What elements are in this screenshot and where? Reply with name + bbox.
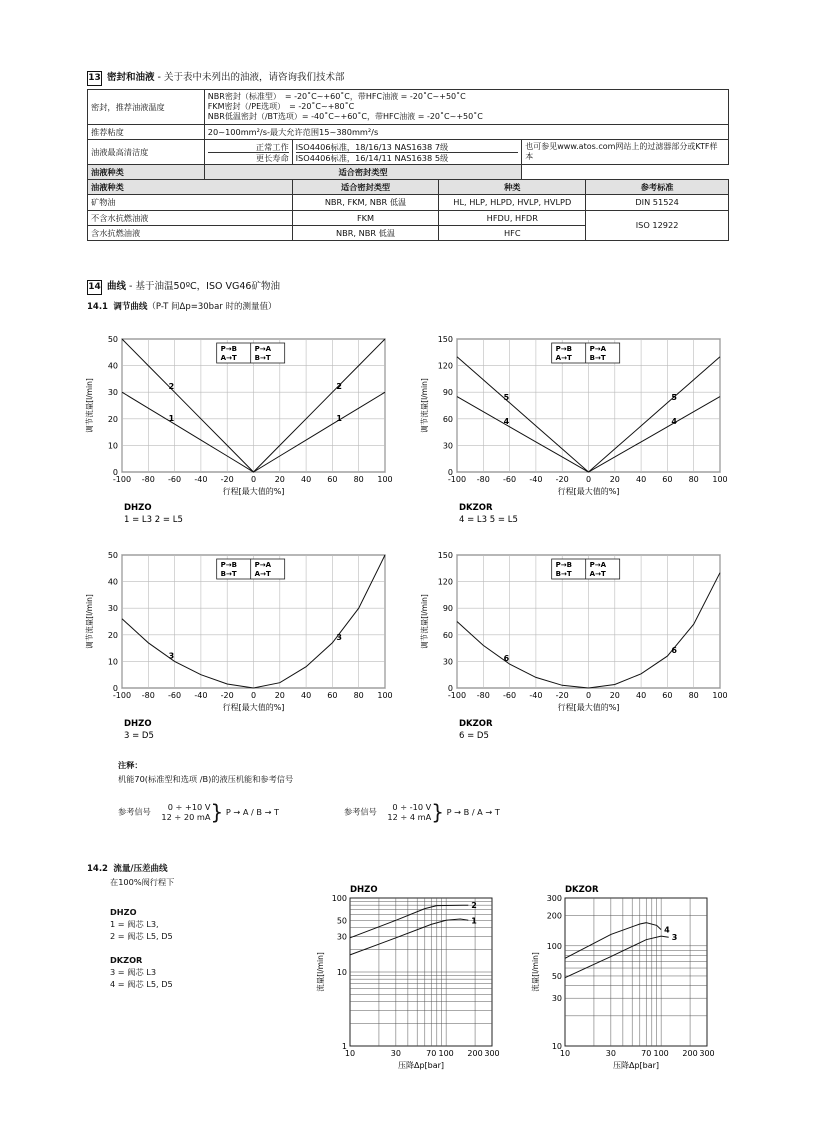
series-label: 6	[503, 654, 510, 664]
y-tick-label: 0	[447, 468, 453, 477]
y-tick-label: 60	[442, 414, 453, 424]
subsection-number: 14.2	[87, 864, 108, 874]
notes-line: 机能70(标准型和选项 /B)的液压机能和参考信号	[118, 774, 294, 784]
series-label: 1	[471, 916, 477, 926]
legend-entry: B→T	[254, 354, 271, 362]
y-tick-label: 100	[546, 941, 562, 951]
legend-entry: P→A	[254, 345, 272, 353]
x-tick-label: -20	[555, 691, 569, 700]
x-tick-label: 10	[559, 1049, 571, 1058]
y-tick-label: 30	[442, 657, 453, 667]
x-tick-label: 100	[438, 1049, 454, 1058]
legend-entry: P→B	[555, 561, 573, 569]
x-tick-label: -80	[476, 691, 490, 700]
series-label: 4	[664, 925, 670, 935]
seal-line: FKM密封（/PE选项） = -20˚C~+80˚C	[207, 102, 355, 111]
x-tick-label: -20	[220, 691, 234, 700]
x-tick-label: -40	[529, 691, 543, 700]
cleanliness-values	[292, 140, 522, 165]
x-tick-label: 100	[712, 475, 728, 484]
x-tick-label: 30	[390, 1049, 401, 1058]
x-tick-label: -60	[503, 691, 517, 700]
section-subtitle: - 基于油温50ºC，ISO VG46矿物油	[126, 281, 280, 292]
x-tick-label: -20	[220, 475, 234, 484]
y-tick-label: 40	[107, 577, 118, 587]
x-tick-label: 80	[353, 691, 364, 700]
y-tick-label: 30	[336, 932, 347, 942]
legend-entry: P→A	[254, 561, 272, 569]
chart-caption: DHZO	[124, 503, 152, 513]
x-tick-label: 70	[641, 1049, 652, 1058]
x-tick-label: 40	[636, 475, 647, 484]
ref-signal-2	[344, 800, 500, 824]
series-label: 1	[336, 414, 342, 424]
table-cell: 矿物油	[88, 195, 293, 210]
subsection-title: 流量/压差曲线	[113, 864, 168, 874]
table-row	[88, 210, 729, 225]
plot-frame	[565, 898, 707, 1046]
ref-signal-bottom: 12 ÷ 20 mA	[161, 812, 211, 822]
subsection-14-2-sub: 在100%阀行程下	[110, 877, 175, 887]
y-tick-label: 200	[546, 911, 562, 921]
column-header: 油液种类	[88, 165, 205, 180]
x-tick-label: -40	[529, 475, 543, 484]
brace-icon: }	[210, 800, 224, 824]
legend-item: 2 = 阀芯 L5, D5	[110, 931, 173, 941]
table-cell: HL, HLP, HLPD, HVLP, HVLPD	[439, 195, 586, 210]
x-tick-label: 20	[274, 691, 285, 700]
legend-entry: P→B	[220, 561, 238, 569]
y-tick-label: 50	[551, 971, 562, 981]
subsection-14-2-heading	[87, 862, 168, 874]
y-tick-label: 10	[107, 441, 118, 451]
series-line	[565, 923, 661, 959]
x-tick-label: 60	[327, 691, 338, 700]
y-axis-label: 流量[l/min]	[531, 952, 540, 992]
x-tick-label: 40	[301, 475, 312, 484]
y-tick-label: 100	[331, 894, 347, 903]
x-tick-label: 100	[712, 691, 728, 700]
x-tick-label: 80	[353, 475, 364, 484]
column-header: 种类	[439, 180, 586, 195]
column-header: 油液种类	[88, 180, 293, 195]
x-axis-label: 行程[最大值的%]	[222, 703, 285, 712]
x-tick-label: -80	[141, 475, 155, 484]
chart-caption: DHZO	[124, 719, 152, 729]
series-label: 2	[471, 901, 477, 911]
cleanliness-sublabels	[204, 140, 292, 165]
ref-signal-top: 0 ÷ +10 V	[167, 802, 211, 812]
x-tick-label: -100	[447, 691, 467, 700]
table-row	[88, 195, 729, 210]
y-tick-label: 40	[107, 361, 118, 371]
y-tick-label: 30	[107, 604, 118, 614]
y-tick-label: 10	[336, 968, 347, 977]
seal-line: NBR密封（标准型） = -20˚C~+60˚C，带HFC油液 = -20˚C~+50˚C	[207, 92, 466, 101]
legend-entry: B→T	[589, 354, 606, 362]
table-cell: FKM	[292, 210, 439, 225]
brace-icon: }	[431, 800, 444, 824]
table-header-row	[88, 165, 729, 180]
legend-item: 3 = 阀芯 L3	[110, 967, 157, 977]
x-tick-label: 100	[653, 1049, 669, 1058]
table-row	[88, 125, 729, 140]
y-axis-label: 调节流量[l/min]	[85, 594, 94, 649]
y-tick-label: 0	[447, 684, 453, 693]
table-header-row	[88, 180, 729, 195]
chart-dhzo-linear	[80, 325, 410, 530]
chart-dkzor-progressive	[415, 541, 745, 746]
legend-entry: B→T	[555, 570, 572, 578]
subsection-14-1-heading	[87, 300, 276, 312]
y-tick-label: 150	[437, 335, 453, 344]
series-line	[565, 936, 669, 978]
x-tick-label: -100	[447, 475, 467, 484]
y-tick-label: 60	[442, 630, 453, 640]
y-tick-label: 50	[107, 335, 118, 344]
x-tick-label: 100	[377, 475, 393, 484]
x-tick-label: -60	[168, 475, 182, 484]
cleanliness-note: 也可参见www.atos.com网站上的过滤器部分或KTF样本	[522, 140, 729, 165]
table-row	[88, 90, 729, 125]
y-axis-label: 调节流量[l/min]	[420, 594, 429, 649]
x-tick-label: 0	[585, 691, 592, 700]
series-label: 2	[168, 382, 175, 392]
x-tick-label: -40	[194, 691, 208, 700]
y-tick-label: 0	[112, 684, 118, 693]
table-cell: HFDU, HFDR	[439, 210, 586, 225]
series-label: 5	[503, 392, 510, 402]
subsection-subtitle: （P-T 间Δp=30bar 时的测量值）	[147, 302, 277, 312]
ref-signal-label: 参考信号	[344, 806, 377, 817]
ref-signal-result: P → B / A → T	[446, 807, 500, 817]
y-tick-label: 90	[442, 604, 453, 614]
chart-caption-legend: 1 = L3 2 = L5	[124, 515, 183, 525]
ref-signal-result: P → A / B → T	[225, 807, 280, 817]
x-tick-label: 10	[344, 1049, 356, 1058]
y-axis-label: 流量[l/min]	[316, 952, 325, 992]
fluids-types-table	[87, 179, 729, 241]
x-tick-label: -80	[141, 691, 155, 700]
y-axis-label: 调节流量[l/min]	[420, 378, 429, 433]
ref-signal-bottom: 12 ÷ 4 mA	[387, 812, 432, 822]
column-header: 参考标准	[586, 180, 729, 195]
x-tick-label: 70	[426, 1049, 437, 1058]
section-title: 曲线	[107, 281, 127, 292]
y-tick-label: 10	[551, 1042, 562, 1051]
x-tick-label: 20	[609, 691, 620, 700]
x-tick-label: 60	[327, 475, 338, 484]
y-tick-label: 150	[437, 551, 453, 560]
x-axis-label: 行程[最大值的%]	[557, 487, 620, 496]
series-label: 3	[671, 933, 678, 943]
legend-entry: P→A	[589, 345, 607, 353]
seal-values	[204, 90, 728, 125]
chart-dkzor-flow	[520, 878, 735, 1078]
viscosity-label: 推荐粘度	[88, 125, 205, 140]
normal-label: 正常工作	[208, 142, 289, 153]
x-axis-label: 压降Δp[bar]	[397, 1061, 445, 1070]
chart-caption: DKZOR	[459, 719, 493, 729]
chart-dhzo-flow	[305, 878, 520, 1078]
series-label: 1	[168, 414, 175, 424]
legend-entry: P→B	[555, 345, 573, 353]
x-tick-label: 100	[377, 691, 393, 700]
section-13-heading	[87, 69, 344, 86]
legend-entry: P→B	[220, 345, 238, 353]
chart-dkzor-linear	[415, 325, 745, 530]
series-label: 6	[671, 646, 677, 656]
legend-item: 4 = 阀芯 L5, D5	[110, 979, 173, 989]
table-cell: 含水抗燃油液	[88, 225, 293, 240]
x-tick-label: 0	[585, 475, 592, 484]
y-tick-label: 300	[546, 894, 562, 903]
legend-entry: B→T	[220, 570, 237, 578]
legend-entry: A→T	[254, 570, 271, 578]
series-label: 4	[503, 416, 510, 426]
section-title: 密封和油液	[107, 72, 155, 83]
notes-title: 注释：	[118, 760, 143, 770]
series-label: 2	[336, 382, 342, 392]
viscosity-value: 20~100mm²/s-最大允许范围15~380mm²/s	[204, 125, 728, 140]
subsection-title: 调节曲线	[113, 302, 148, 312]
chart-dhzo-progressive	[80, 541, 410, 746]
x-tick-label: -100	[112, 691, 132, 700]
x-tick-label: -100	[112, 475, 132, 484]
y-tick-label: 120	[437, 361, 453, 371]
life-value: ISO4406标准，16/14/11 NAS1638 5级	[295, 152, 449, 163]
series-label: 4	[671, 416, 677, 426]
table-cell: 不含水抗燃油液	[88, 210, 293, 225]
y-tick-label: 20	[107, 414, 118, 424]
ref-signal-top: 0 ÷ -10 V	[392, 802, 432, 812]
table-cell: ISO 12922	[586, 210, 729, 241]
x-tick-label: 40	[636, 691, 647, 700]
x-tick-label: -60	[168, 691, 182, 700]
x-tick-label: 60	[662, 475, 673, 484]
legend-entry: A→T	[220, 354, 237, 362]
x-tick-label: 60	[662, 691, 673, 700]
x-tick-label: -40	[194, 475, 208, 484]
legend-title: DKZOR	[110, 955, 143, 965]
y-tick-label: 20	[107, 630, 118, 640]
x-axis-label: 行程[最大值的%]	[222, 487, 285, 496]
series-label: 3	[336, 632, 342, 642]
series-label: 3	[168, 651, 175, 661]
y-tick-label: 50	[336, 916, 347, 926]
x-axis-label: 压降Δp[bar]	[612, 1061, 660, 1070]
column-header: 适合密封类型	[292, 180, 439, 195]
y-tick-label: 10	[107, 657, 118, 667]
y-tick-label: 90	[442, 388, 453, 398]
x-tick-label: 40	[301, 691, 312, 700]
chart-caption-legend: 3 = D5	[124, 731, 154, 741]
y-tick-label: 120	[437, 577, 453, 587]
x-tick-label: 30	[605, 1049, 616, 1058]
x-axis-label: 行程[最大值的%]	[557, 703, 620, 712]
y-tick-label: 30	[107, 388, 118, 398]
cleanliness-label: 油液最高清洁度	[88, 140, 205, 165]
table-cell: NBR, NBR 低温	[292, 225, 439, 240]
x-tick-label: 80	[688, 691, 699, 700]
chart-caption-legend: 4 = L3 5 = L5	[459, 515, 518, 525]
flow-legend	[110, 906, 173, 990]
table-cell: HFC	[439, 225, 586, 240]
table-cell: DIN 51524	[586, 195, 729, 210]
x-tick-label: 0	[250, 691, 257, 700]
section-number: 13	[87, 71, 102, 86]
section-subtitle: - 关于表中未列出的油液，请咨询我们技术部	[154, 72, 345, 83]
legend-entry: P→A	[589, 561, 607, 569]
chart-caption-legend: 6 = D5	[459, 731, 489, 741]
table-cell: NBR, FKM, NBR 低温	[292, 195, 439, 210]
x-tick-label: 200	[682, 1049, 698, 1058]
normal-value: ISO4406标准，18/16/13 NAS1638 7级	[296, 142, 519, 153]
chart-title: DHZO	[350, 885, 378, 895]
x-tick-label: 20	[274, 475, 285, 484]
y-tick-label: 0	[112, 468, 118, 477]
seal-line: NBR低温密封（/BT选项）= -40˚C~+60˚C，带HFC油液 = -20˚C~+50˚C	[207, 112, 483, 121]
x-tick-label: -60	[503, 475, 517, 484]
subsection-number: 14.1	[87, 302, 108, 312]
section-14-heading	[87, 278, 280, 295]
chart-title: DKZOR	[565, 885, 599, 895]
legend-entry: A→T	[555, 354, 572, 362]
y-axis-label: 调节流量[l/min]	[85, 378, 94, 433]
x-tick-label: 300	[484, 1049, 500, 1058]
chart-caption: DKZOR	[459, 503, 493, 513]
column-header: 适合密封类型	[204, 165, 521, 180]
x-tick-label: 80	[688, 475, 699, 484]
series-label: 5	[671, 392, 677, 402]
ref-signal-1	[118, 800, 279, 824]
seal-label: 密封，推荐油液温度	[88, 90, 205, 125]
x-tick-label: 200	[467, 1049, 483, 1058]
x-tick-label: -80	[476, 475, 490, 484]
legend-title: DHZO	[110, 907, 137, 917]
y-tick-label: 1	[341, 1042, 347, 1051]
fluids-table	[87, 89, 729, 181]
table-row	[88, 140, 729, 165]
y-tick-label: 30	[551, 994, 562, 1004]
legend-item: 1 = 阀芯 L3,	[110, 919, 159, 929]
x-tick-label: 300	[699, 1049, 715, 1058]
ref-signal-label: 参考信号	[118, 806, 151, 817]
y-tick-label: 50	[107, 551, 118, 560]
x-tick-label: 20	[609, 475, 620, 484]
life-label: 更长寿命	[255, 152, 289, 163]
x-tick-label: 0	[250, 475, 257, 484]
legend-entry: A→T	[589, 570, 606, 578]
y-tick-label: 30	[442, 441, 453, 451]
x-tick-label: -20	[555, 475, 569, 484]
section-number: 14	[87, 280, 102, 295]
